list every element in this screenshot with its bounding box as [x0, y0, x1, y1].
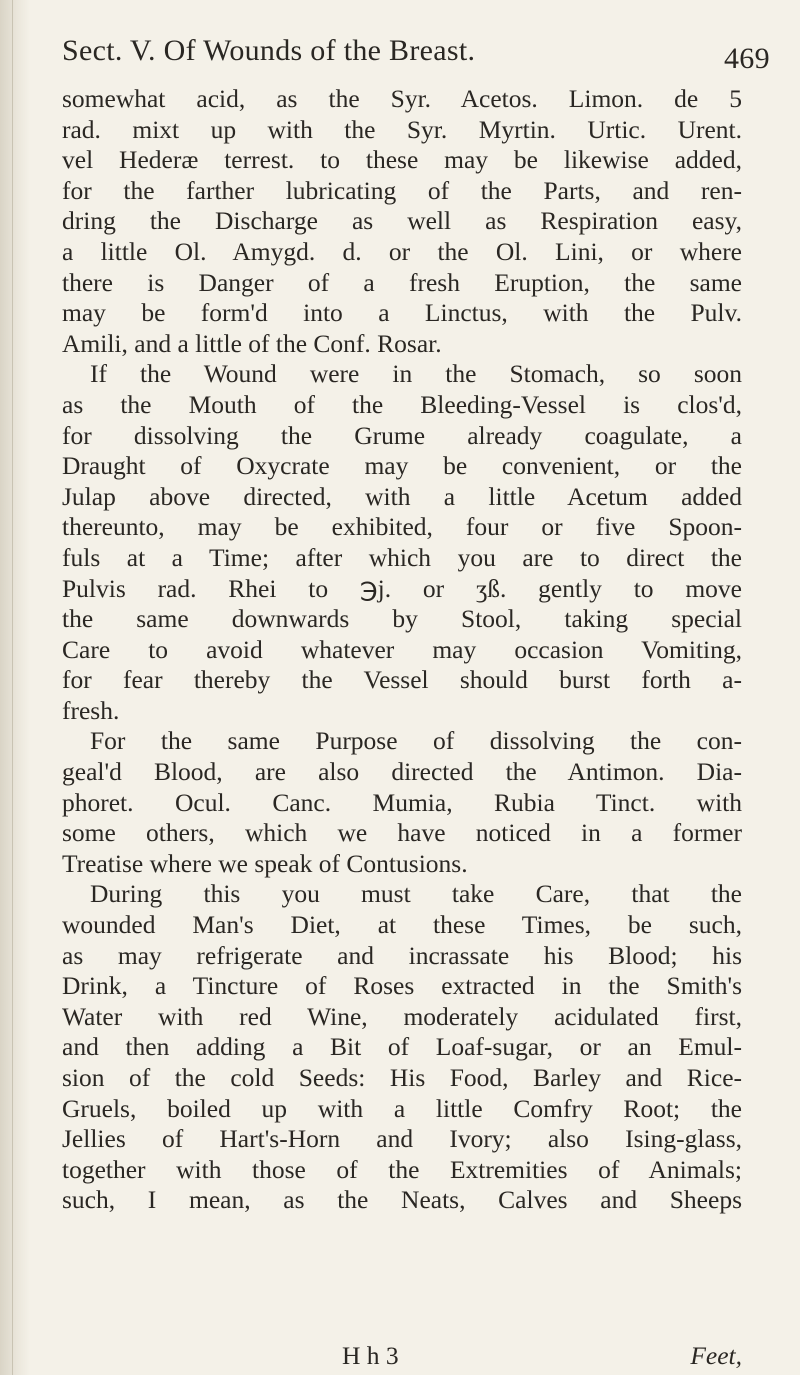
- text-line: for fear thereby the Vessel should burst forth a-: [62, 665, 742, 695]
- text-line: Care to avoid whatever may occasion Vomiting,: [62, 634, 742, 664]
- text-line: for the farther lubricating of the Parts, and ren-: [62, 175, 742, 205]
- running-header: [62, 34, 770, 84]
- text-line: some others, which we have noticed in a former: [62, 818, 742, 848]
- running-title: Sect. V. Of Wounds of the Breast.: [62, 34, 476, 67]
- paragraph-start: If the Wound were in the Stomach, so soon: [90, 359, 742, 389]
- text-line: vel Hederæ terrest. to these may be likewise added,: [62, 145, 742, 175]
- text-line: Drink, a Tincture of Roses extracted in the Smith's: [62, 971, 742, 1001]
- text-line: Amili, and a little of the Conf. Rosar.: [62, 328, 442, 358]
- text-line: Treatise where we speak of Contusions.: [62, 848, 468, 878]
- text-line: thereunto, may be exhibited, four or five Spoon-: [62, 512, 742, 542]
- text-line: for dissolving the Grume already coagulate, a: [62, 420, 742, 450]
- text-line: together with those of the Extremities of Animals;: [62, 1154, 742, 1184]
- text-line: and then adding a Bit of Loaf-sugar, or an Emul-: [62, 1032, 742, 1062]
- text-line: such, I mean, as the Neats, Calves and Sheeps: [62, 1185, 742, 1215]
- text-line: fresh.: [62, 695, 120, 725]
- text-line: the same downwards by Stool, taking special: [62, 604, 742, 634]
- page-number: 469: [724, 42, 770, 75]
- text-line: rad. mixt up with the Syr. Myrtin. Urtic. Urent.: [62, 114, 742, 144]
- text-line: Water with red Wine, moderately acidulated first,: [62, 1001, 742, 1031]
- text-line: as the Mouth of the Bleeding-Vessel is clos'd,: [62, 389, 742, 419]
- text-line: Jellies of Hart's-Horn and Ivory; also Ising-glass,: [62, 1124, 742, 1154]
- page-footer: [62, 1341, 742, 1373]
- signature-mark: H h 3: [342, 1341, 399, 1370]
- text-line: Draught of Oxycrate may be convenient, or the: [62, 451, 742, 481]
- text-line: Pulvis rad. Rhei to ℈j. or ʒß. gently to move: [62, 573, 742, 603]
- text-line: as may refrigerate and incrassate his Blood; his: [62, 940, 742, 970]
- gutter-edge: [12, 0, 13, 1375]
- paragraph-start: For the same Purpose of dissolving the con-: [90, 726, 742, 756]
- text-line: fuls at a Time; after which you are to direct the: [62, 542, 742, 572]
- text-line: a little Ol. Amygd. d. or the Ol. Lini, or where: [62, 236, 742, 266]
- text-line: sion of the cold Seeds: His Food, Barley and Rice-: [62, 1063, 742, 1092]
- text-line: somewhat acid, as the Syr. Acetos. Limon. de 5: [62, 84, 742, 113]
- text-line: Gruels, boiled up with a little Comfry Root; the: [62, 1093, 742, 1123]
- text-line: geal'd Blood, are also directed the Antimon. Dia-: [62, 757, 742, 787]
- page-gutter: [0, 0, 30, 1375]
- text-line: dring the Discharge as well as Respiration easy,: [62, 206, 742, 236]
- catchword: Feet,: [690, 1341, 742, 1370]
- paragraph-start: During this you must take Care, that the: [90, 879, 742, 909]
- text-line: may be form'd into a Linctus, with the Pulv.: [62, 298, 742, 328]
- text-line: phoret. Ocul. Canc. Mumia, Rubia Tinct. with: [62, 787, 742, 817]
- text-line: Julap above directed, with a little Acetum added: [62, 481, 742, 511]
- body-text: [62, 84, 742, 1216]
- text-line: there is Danger of a fresh Eruption, the same: [62, 267, 742, 297]
- text-line: wounded Man's Diet, at these Times, be such,: [62, 910, 742, 940]
